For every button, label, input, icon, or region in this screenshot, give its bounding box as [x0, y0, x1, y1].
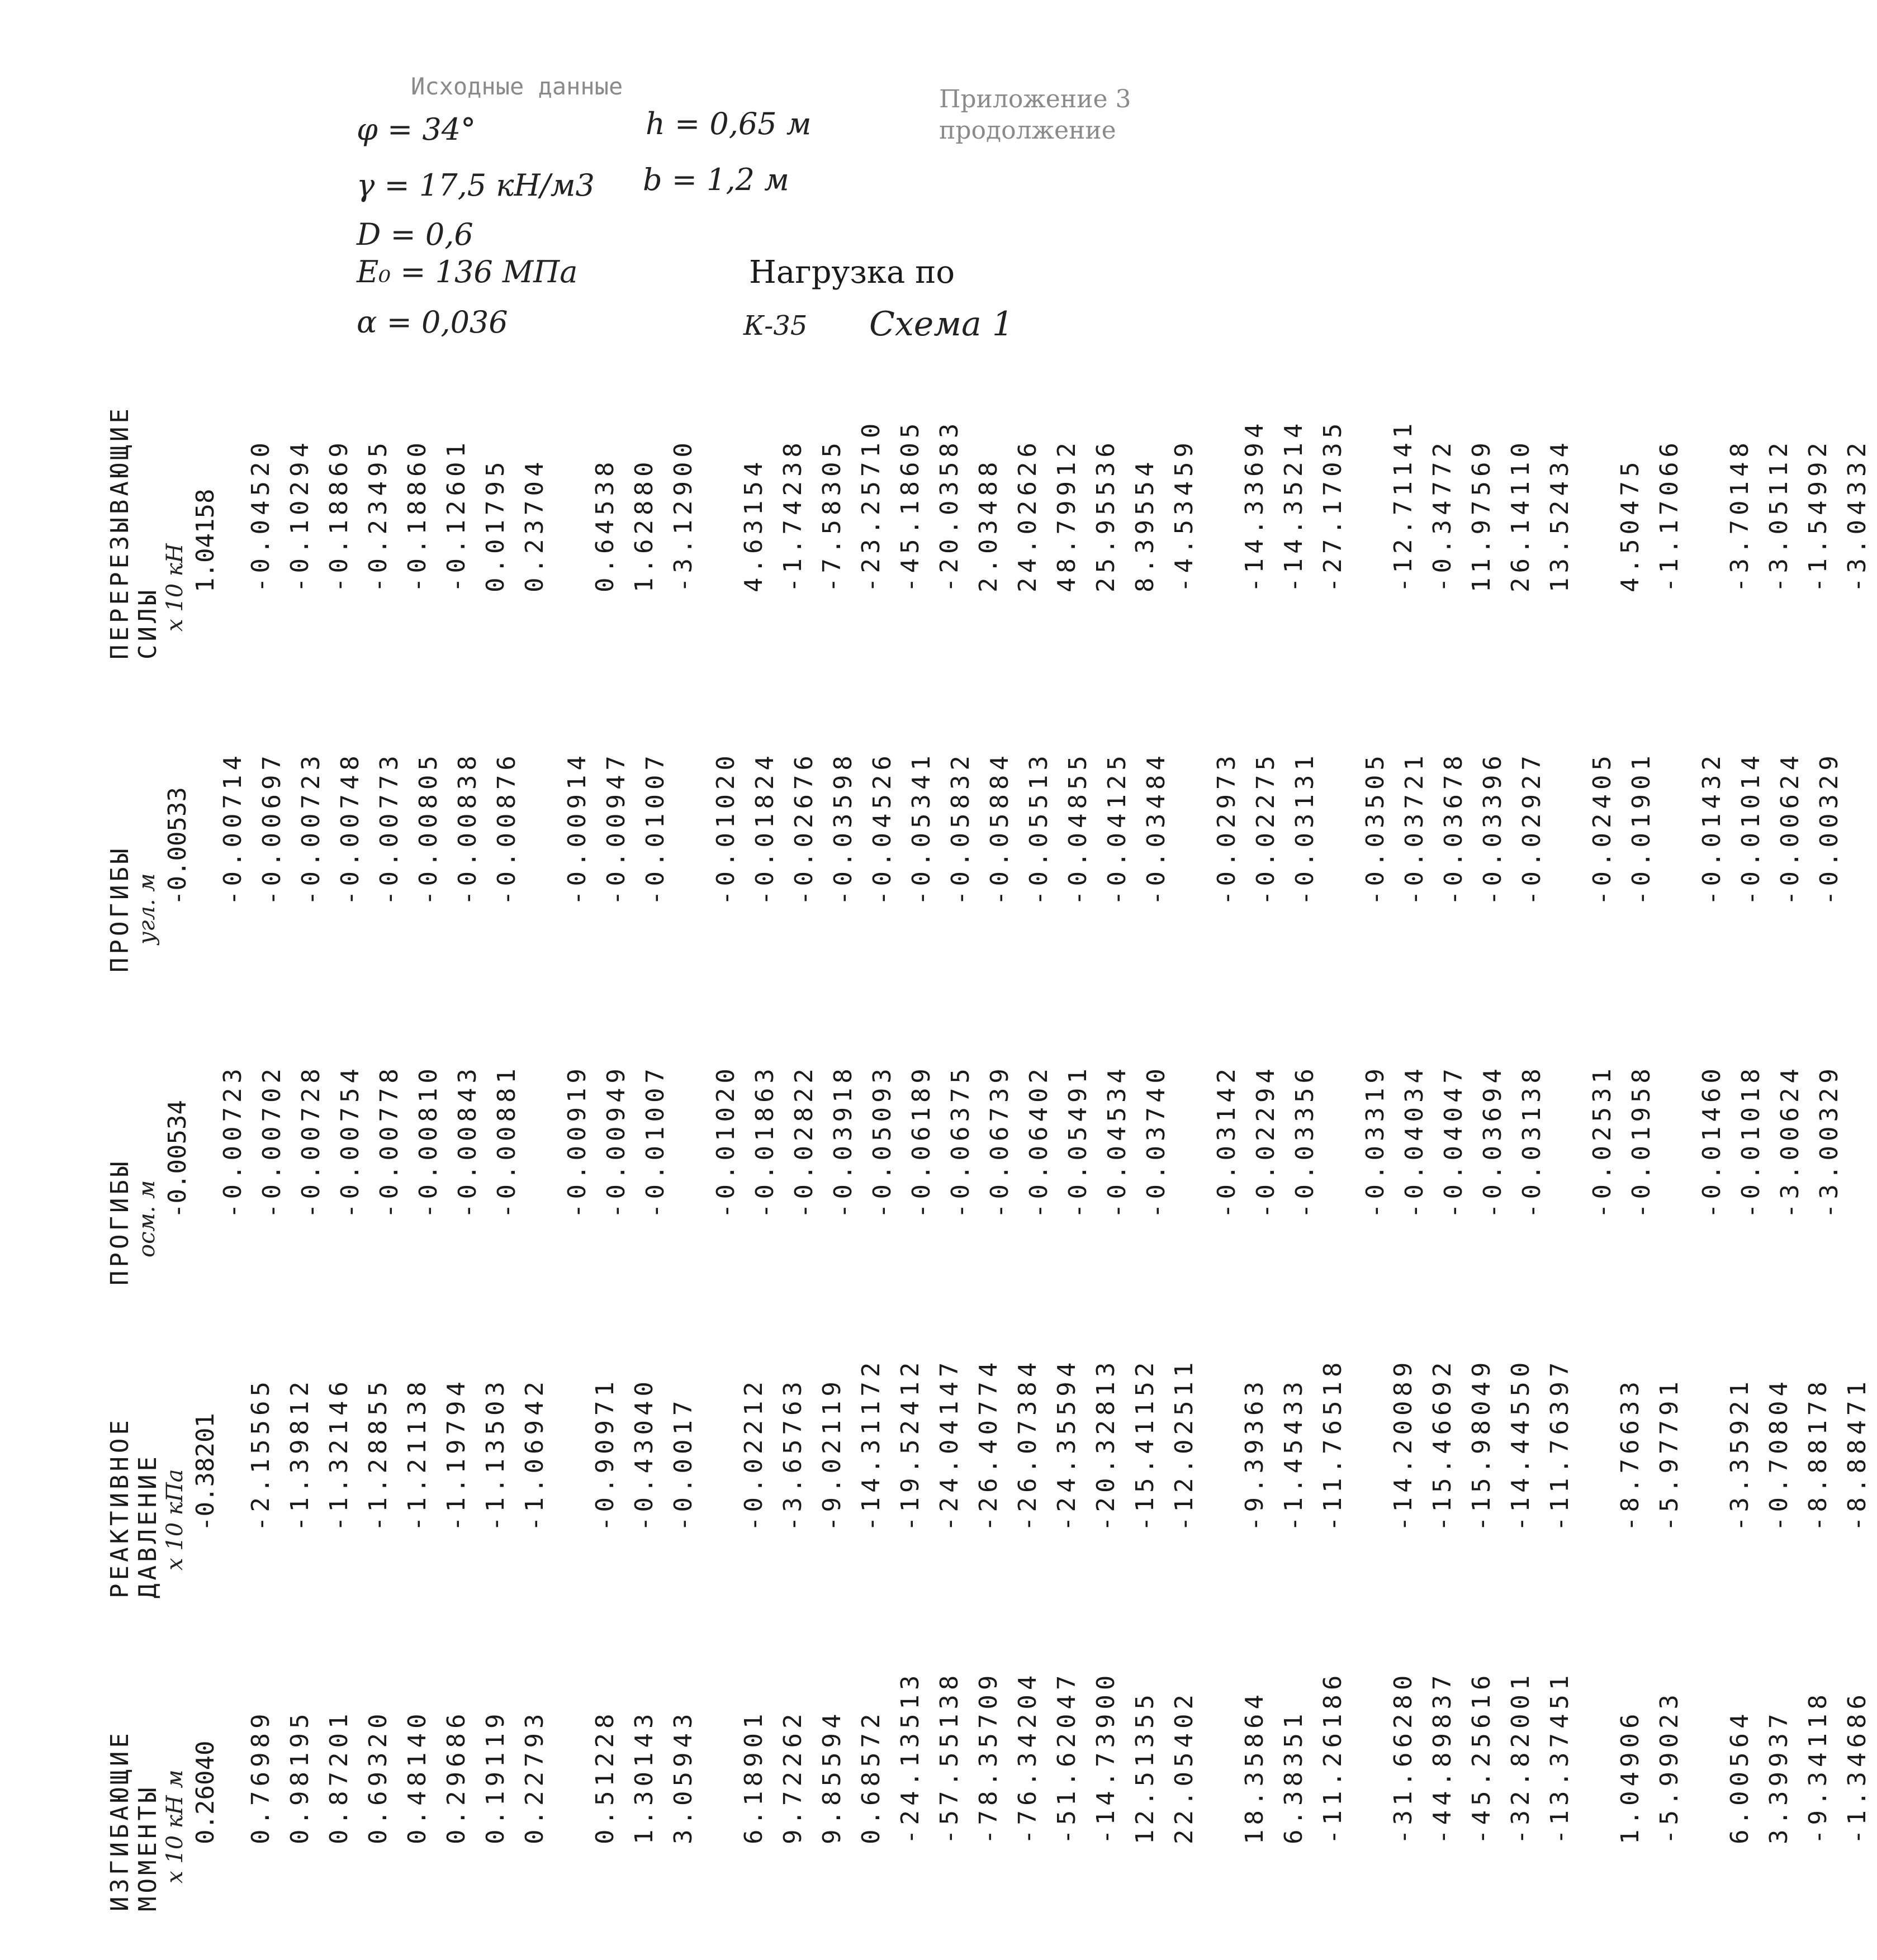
table-cell: -11.76397: [1546, 1358, 1574, 1531]
param-phi: φ = 34°: [357, 112, 476, 147]
table-cell: -0.00919: [563, 1064, 591, 1218]
table-cell: 18.35864: [1240, 1690, 1269, 1844]
table-cell: -0.70804: [1765, 1377, 1793, 1531]
table-cell: -0.00949: [602, 1064, 631, 1218]
table-cell: -3.00329: [1815, 1064, 1843, 1218]
column-values: [214, 659, 1849, 972]
table-cell: 3.39937: [1765, 1709, 1793, 1844]
table-cell: -0.03740: [1142, 1064, 1170, 1218]
table-cell: 9.85594: [818, 1709, 846, 1844]
table-cell: -14.35214: [1279, 419, 1308, 592]
table-cell: -1.19794: [442, 1377, 471, 1531]
column-unit: угл. м: [134, 873, 160, 945]
table-cell: -3.00624: [1776, 1064, 1804, 1218]
group-gap: [1689, 1285, 1720, 1531]
table-cell: -31.66280: [1389, 1670, 1418, 1844]
table-cell: -45.25616: [1467, 1670, 1496, 1844]
param-b: b = 1,2 м: [643, 162, 789, 197]
group-gap: [675, 659, 707, 905]
table-cell: -14.44550: [1506, 1358, 1535, 1531]
table-cell: -8.88178: [1804, 1377, 1832, 1531]
table-cell: -1.32146: [325, 1377, 353, 1531]
table-cell: -0.43040: [630, 1377, 658, 1531]
column-unit: х 10 кПа: [162, 1469, 188, 1570]
table-cell: -24.04147: [935, 1358, 964, 1531]
table-cell: -0.00773: [375, 751, 404, 905]
table-cell: -0.02294: [1252, 1064, 1280, 1218]
group-gap: [527, 972, 558, 1218]
column-moments: [106, 1598, 1877, 1911]
column-unit: х 10 кН м: [162, 1769, 188, 1883]
table-cell: -0.02275: [1252, 751, 1280, 905]
table-cell: 0.51228: [591, 1709, 619, 1844]
table-cell: -3.05112: [1765, 438, 1793, 592]
table-cell: -0.02927: [1518, 751, 1546, 905]
column-values: [241, 347, 1877, 659]
table-cell: -15.41152: [1131, 1358, 1159, 1531]
table-cell: -12.02511: [1170, 1358, 1198, 1531]
appendix-label: [939, 84, 1131, 146]
group-gap: [1353, 347, 1384, 592]
param-alpha: α = 0,036: [357, 305, 508, 340]
table-cell: -11.76518: [1319, 1358, 1347, 1531]
table-cell: -14.33694: [1240, 419, 1269, 592]
column-first-value: 1.04158: [191, 488, 220, 592]
table-cell: -0.01007: [641, 751, 670, 905]
table-cell: -0.04855: [1064, 751, 1092, 905]
group-gap: [1552, 972, 1583, 1218]
load-code: К-35: [743, 310, 808, 341]
table-cell: -27.17035: [1319, 419, 1347, 592]
table-cell: -32.82001: [1506, 1670, 1535, 1844]
table-cell: -0.00723: [219, 1064, 247, 1218]
table-cell: -9.39363: [1240, 1377, 1269, 1531]
table-cell: 1.04906: [1616, 1709, 1644, 1844]
table-cell: -0.00728: [297, 1064, 325, 1218]
column-title: ПРОГИБЫ: [106, 1158, 134, 1285]
table-cell: -0.00947: [602, 751, 631, 905]
table-cell: -15.98049: [1467, 1358, 1496, 1531]
table-cell: -78.35709: [974, 1670, 1003, 1844]
table-cell: 6.38351: [1279, 1709, 1308, 1844]
table-cell: 48.79912: [1053, 438, 1081, 592]
group-gap: [1689, 347, 1720, 592]
table-cell: -0.00838: [453, 751, 482, 905]
group-gap: [554, 1598, 586, 1844]
group-gap: [1580, 347, 1611, 592]
table-cell: -5.97791: [1655, 1377, 1684, 1531]
table-cell: -1.28855: [364, 1377, 392, 1531]
table-cell: -0.01958: [1627, 1064, 1656, 1218]
table-cell: 12.51355: [1131, 1690, 1159, 1844]
table-cell: 4.63154: [740, 457, 768, 592]
table-cell: 3.05943: [669, 1709, 698, 1844]
table-cell: 13.52434: [1546, 438, 1574, 592]
table-cell: -1.06942: [520, 1377, 549, 1531]
table-cell: -0.03678: [1439, 751, 1468, 905]
table-cell: 25.95536: [1092, 438, 1120, 592]
column-pressure: [106, 1285, 1877, 1598]
table-cell: 11.97569: [1467, 438, 1496, 592]
column-first-value: -0.00533: [163, 787, 192, 905]
table-cell: -0.00697: [258, 751, 286, 905]
table-cell: 1.62880: [630, 457, 658, 592]
table-cell: -3.70148: [1726, 438, 1754, 592]
table-cell: -9.02119: [818, 1377, 846, 1531]
table-cell: -0.06375: [946, 1064, 975, 1218]
table-cell: -0.06189: [907, 1064, 936, 1218]
group-gap: [1353, 1598, 1384, 1844]
param-d: D = 0,6: [357, 217, 473, 252]
table-cell: -14.20089: [1389, 1358, 1418, 1531]
column-first-value: 0.26040: [191, 1740, 220, 1844]
table-cell: -0.05341: [907, 751, 936, 905]
column-title: ИЗГИБАЮЩИЕ МОМЕНТЫ: [106, 1730, 162, 1911]
table-cell: -7.58305: [818, 438, 846, 592]
table-cell: -0.03138: [1518, 1064, 1546, 1218]
table-cell: -0.03721: [1400, 751, 1429, 905]
column-first-value: -0.38201: [191, 1413, 220, 1531]
table-cell: -0.00754: [336, 1064, 364, 1218]
column-values: [241, 1598, 1877, 1911]
param-gamma: γ = 17,5 кН/м3: [357, 168, 595, 203]
column-unit: х 10 кН: [162, 543, 188, 632]
table-cell: -0.01824: [751, 751, 779, 905]
table-cell: -0.01020: [712, 751, 740, 905]
column-deflection-1: [106, 972, 1849, 1285]
table-cell: -0.34772: [1428, 438, 1457, 592]
table-cell: -0.12601: [442, 438, 471, 592]
table-cell: -0.03598: [829, 751, 857, 905]
table-cell: -1.17066: [1655, 438, 1684, 592]
table-cell: -0.02212: [740, 1377, 768, 1531]
table-cell: 0.48140: [403, 1709, 432, 1844]
table-cell: 0.69320: [364, 1709, 392, 1844]
table-cell: -0.02405: [1588, 751, 1617, 905]
table-cell: -0.90971: [591, 1377, 619, 1531]
column-title: РЕАКТИВНОЕ ДАВЛЕНИЕ: [106, 1417, 162, 1598]
group-gap: [1580, 1285, 1611, 1531]
group-gap: [554, 347, 586, 592]
table-cell: -0.00805: [414, 751, 443, 905]
table-cell: -20.32813: [1092, 1358, 1120, 1531]
table-cell: -0.23495: [364, 438, 392, 592]
table-cell: -0.02973: [1212, 751, 1241, 905]
results-table: [106, 235, 1871, 1911]
table-cell: -0.03356: [1291, 1064, 1319, 1218]
table-cell: -0.03694: [1478, 1064, 1507, 1218]
table-cell: -0.03505: [1361, 751, 1390, 905]
table-cell: -0.02676: [790, 751, 818, 905]
table-cell: -1.45433: [1279, 1377, 1308, 1531]
column-title: ПЕРЕРЕЗЫВАЮЩИЕ СИЛЫ: [106, 405, 162, 659]
group-gap: [703, 1598, 734, 1844]
table-cell: -2.15565: [247, 1377, 275, 1531]
table-cell: -14.73900: [1092, 1670, 1120, 1844]
table-cell: 0.68572: [857, 1709, 885, 1844]
table-cell: -0.01018: [1737, 1064, 1765, 1218]
column-shear-forces: [106, 347, 1877, 659]
table-cell: -5.99023: [1655, 1690, 1684, 1844]
group-gap: [527, 659, 558, 905]
table-cell: -0.06739: [985, 1064, 1014, 1218]
column-first-value: -0.00534: [163, 1100, 192, 1218]
table-cell: -0.02822: [790, 1064, 818, 1218]
table-cell: -0.05093: [868, 1064, 897, 1218]
table-cell: 0.98195: [286, 1709, 314, 1844]
group-gap: [554, 1285, 586, 1531]
table-cell: -3.12900: [669, 438, 698, 592]
table-cell: -12.71141: [1389, 419, 1418, 592]
table-cell: -0.03319: [1361, 1064, 1390, 1218]
group-gap: [1176, 659, 1207, 905]
table-cell: -0.01863: [751, 1064, 779, 1218]
group-gap: [1661, 972, 1693, 1218]
table-cell: 0.22793: [520, 1709, 549, 1844]
table-cell: -8.76633: [1616, 1377, 1644, 1531]
table-cell: -0.06402: [1025, 1064, 1053, 1218]
table-cell: -0.03484: [1142, 751, 1170, 905]
table-cell: -20.03583: [935, 419, 964, 592]
table-cell: 4.50475: [1616, 457, 1644, 592]
table-cell: -0.00778: [375, 1064, 404, 1218]
table-cell: -0.01014: [1737, 751, 1765, 905]
table-cell: 2.03488: [974, 457, 1003, 592]
table-cell: 22.05402: [1170, 1690, 1198, 1844]
table-cell: 0.01795: [481, 457, 510, 592]
table-cell: -24.35594: [1053, 1358, 1081, 1531]
table-cell: -9.34118: [1804, 1690, 1832, 1844]
table-cell: -26.40774: [974, 1358, 1003, 1531]
table-cell: 24.02626: [1013, 438, 1042, 592]
table-cell: -26.07384: [1013, 1358, 1042, 1531]
group-gap: [703, 1285, 734, 1531]
table-cell: -0.01901: [1627, 751, 1656, 905]
table-cell: -0.18869: [325, 438, 353, 592]
table-cell: -51.62047: [1053, 1670, 1081, 1844]
table-cell: -0.02531: [1588, 1064, 1617, 1218]
table-cell: -0.00881: [492, 1064, 521, 1218]
table-cell: -0.00748: [336, 751, 364, 905]
table-cell: 8.39554: [1131, 457, 1159, 592]
table-cell: 9.72262: [779, 1709, 807, 1844]
table-cell: -3.04332: [1843, 438, 1871, 592]
table-cell: 0.64538: [591, 457, 619, 592]
table-cell: -0.04125: [1103, 751, 1131, 905]
group-gap: [1176, 972, 1207, 1218]
table-cell: 0.76989: [247, 1709, 275, 1844]
table-cell: -3.35921: [1726, 1377, 1754, 1531]
appendix-line2: продолжение: [939, 116, 1116, 145]
table-cell: -0.00843: [453, 1064, 482, 1218]
table-cell: -0.00914: [563, 751, 591, 905]
table-cell: 0.29686: [442, 1709, 471, 1844]
table-cell: -0.03918: [829, 1064, 857, 1218]
group-gap: [1580, 1598, 1611, 1844]
table-cell: -0.03396: [1478, 751, 1507, 905]
table-cell: -44.89837: [1428, 1670, 1457, 1844]
table-cell: 0.23704: [520, 457, 549, 592]
table-cell: -19.52412: [896, 1358, 925, 1531]
group-gap: [1204, 347, 1235, 592]
table-cell: 0.87201: [325, 1709, 353, 1844]
table-cell: -1.74238: [779, 438, 807, 592]
table-cell: -0.04534: [1103, 1064, 1131, 1218]
table-cell: -1.13503: [481, 1377, 510, 1531]
table-cell: 6.00564: [1726, 1709, 1754, 1844]
column-deflection-2: [106, 659, 1849, 972]
load-scheme: Схема 1: [869, 305, 1014, 344]
column-values: [214, 972, 1849, 1285]
group-gap: [1661, 659, 1693, 905]
group-gap: [675, 972, 707, 1218]
table-cell: -0.00723: [297, 751, 325, 905]
table-cell: -45.18605: [896, 419, 925, 592]
table-cell: -4.53459: [1170, 438, 1198, 592]
table-cell: -0.04520: [247, 438, 275, 592]
table-cell: -8.88471: [1843, 1377, 1871, 1531]
table-cell: -0.10294: [286, 438, 314, 592]
table-cell: -0.05832: [946, 751, 975, 905]
table-cell: -1.21138: [403, 1377, 432, 1531]
table-cell: 6.18901: [740, 1709, 768, 1844]
column-values: [241, 1285, 1877, 1598]
table-cell: -76.34204: [1013, 1670, 1042, 1844]
table-cell: -3.65763: [779, 1377, 807, 1531]
table-cell: -0.01460: [1698, 1064, 1726, 1218]
table-cell: 1.30143: [630, 1709, 658, 1844]
group-gap: [1353, 1285, 1384, 1531]
group-gap: [703, 347, 734, 592]
appendix-line1: Приложение 3: [939, 85, 1131, 113]
param-e0: E₀ = 136 МПа: [357, 254, 578, 290]
table-cell: -0.04034: [1400, 1064, 1429, 1218]
table-cell: -0.01020: [712, 1064, 740, 1218]
group-gap: [1325, 972, 1356, 1218]
table-cell: -0.05513: [1025, 751, 1053, 905]
load-label: Нагрузка по: [749, 254, 955, 291]
table-cell: -0.04047: [1439, 1064, 1468, 1218]
table-cell: -14.31172: [857, 1358, 885, 1531]
group-gap: [1204, 1598, 1235, 1844]
table-cell: -0.05884: [985, 751, 1014, 905]
table-cell: -13.37451: [1546, 1670, 1574, 1844]
table-cell: -0.00624: [1776, 751, 1804, 905]
table-cell: -0.01007: [641, 1064, 670, 1218]
table-cell: -0.04526: [868, 751, 897, 905]
table-cell: -1.54992: [1804, 438, 1832, 592]
table-cell: -23.25710: [857, 419, 885, 592]
table-cell: -15.46692: [1428, 1358, 1457, 1531]
group-gap: [1325, 659, 1356, 905]
group-gap: [1689, 1598, 1720, 1844]
table-cell: -0.00876: [492, 751, 521, 905]
table-cell: -11.26186: [1319, 1670, 1347, 1844]
table-cell: -0.05491: [1064, 1064, 1092, 1218]
column-unit: осм. м: [134, 1180, 160, 1257]
table-cell: -0.03131: [1291, 751, 1319, 905]
table-cell: -0.03142: [1212, 1064, 1241, 1218]
table-cell: -0.00714: [219, 751, 247, 905]
table-cell: -57.55138: [935, 1670, 964, 1844]
table-cell: -1.39812: [286, 1377, 314, 1531]
table-cell: -0.01432: [1698, 751, 1726, 905]
hidden-title: Исходные данные: [411, 73, 623, 100]
table-cell: 0.19119: [481, 1709, 510, 1844]
group-gap: [1204, 1285, 1235, 1531]
table-cell: -0.18860: [403, 438, 432, 592]
param-h: h = 0,65 м: [646, 106, 812, 141]
column-title: ПРОГИБЫ: [106, 845, 134, 972]
table-cell: -0.00810: [414, 1064, 443, 1218]
table-cell: -0.00702: [258, 1064, 286, 1218]
table-cell: -1.34686: [1843, 1690, 1871, 1844]
table-cell: 26.14110: [1506, 438, 1535, 592]
table-cell: -0.00329: [1815, 751, 1843, 905]
group-gap: [1552, 659, 1583, 905]
table-cell: -0.0017: [669, 1396, 698, 1531]
table-cell: -24.13513: [896, 1670, 925, 1844]
